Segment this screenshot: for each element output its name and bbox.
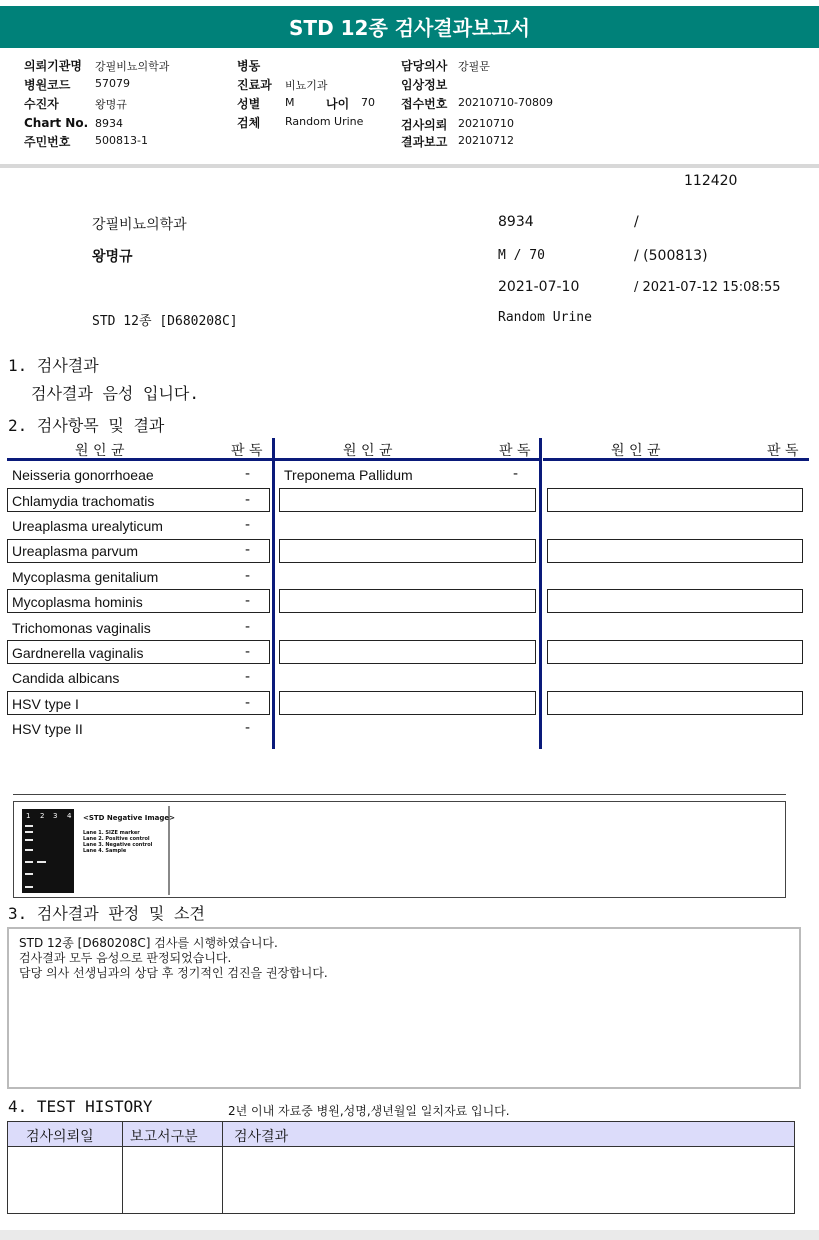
pathogen-name: Ureaplasma urealyticum [12,518,163,534]
opinion-line: 담당 의사 선생님과의 상담 후 정기적인 검진을 권장합니다. [19,966,328,980]
column-header-2 [275,440,540,461]
result-row-box [279,488,536,512]
value-department: 비뇨기과 [285,79,328,92]
footer-band [0,1230,819,1240]
section-2-title: 2. 검사항목 및 결과 [8,416,165,435]
result-row-box [547,589,803,613]
pathogen-name: Ureaplasma parvum [12,543,139,559]
gel-band [25,849,33,851]
pathogen-name: Trichomonas vaginalis [12,620,151,636]
gel-band [25,873,33,875]
label-patient: 수진자 [24,97,59,111]
gel-band [25,825,33,827]
pathogen-name: Candida albicans [12,670,120,686]
pathogen-name: Mycoplasma hominis [12,594,143,610]
lane-label: 2 [40,812,45,820]
label-report-date: 결과보고 [401,135,448,149]
section-3-title: 3. 검사결과 판정 및 소견 [8,904,205,923]
label-doctor: 담당의사 [401,59,448,73]
value-doctor: 강필문 [458,60,490,73]
gel-legend-line: Lane 2. Positive control [83,836,150,842]
label-request-date: 검사의뢰 [401,118,448,132]
gel-band [25,831,33,833]
opinion-line: STD 12종 [D680208C] 검사를 시행하였습니다. [19,936,278,950]
label-sex: 성별 [237,97,261,111]
history-table [7,1121,795,1214]
label-clinical-info: 임상정보 [401,78,448,92]
value-age: 70 [361,96,375,109]
received-date: 2021-07-10 [498,279,580,295]
result-row-box [547,539,803,563]
report-banner [0,6,819,48]
lane-label: 4 [67,812,72,820]
image-top-rule [13,794,786,795]
pathogen-name: Chlamydia trachomatis [12,493,155,509]
opinion-line: 검사결과 모두 음성으로 판정되었습니다. [19,951,232,965]
pathogen-result: - [245,695,251,711]
gel-electrophoresis-image [22,809,74,893]
report-title: STD 12종 검사결과보고서 [289,16,530,40]
gel-band [37,861,46,863]
lane-label: 3 [53,812,58,820]
header-verdict: 판 독 [499,443,531,459]
result-row-box [547,488,803,512]
pathogen-result: - [245,619,251,635]
section-1-text: 검사결과 음성 입니다. [31,384,200,403]
pathogen-result: - [245,593,251,609]
value-clinic: 강필비뇨의학과 [95,60,170,73]
header-verdict: 판 독 [767,443,799,459]
label-clinic: 의뢰기관명 [24,59,82,73]
birth-date: / (500813) [634,248,708,264]
opinion-box [7,927,801,1089]
section-1-title: 1. 검사결과 [8,356,99,375]
gel-band [25,861,33,863]
header-separator [0,164,819,168]
result-row-box [279,539,536,563]
pathogen-name: Treponema Pallidum [284,467,413,483]
label-hospital-code: 병원코드 [24,78,71,92]
column-divider [539,438,542,749]
pathogen-result: - [245,669,251,685]
label-chart-no: Chart No. [24,116,89,130]
pathogen-result: - [245,644,251,660]
value-hospital-code: 57079 [95,77,130,90]
label-specimen: 검체 [237,116,261,130]
value-report-date: 20210712 [458,134,514,147]
code-number: 112420 [684,173,738,189]
reported-datetime: / 2021-07-12 15:08:55 [634,280,781,295]
value-specimen: Random Urine [285,115,364,128]
slash-separator: / [634,214,639,230]
result-row-box [547,640,803,664]
label-department: 진료과 [237,78,272,92]
value-chart-no: 8934 [95,117,123,130]
header-pathogen: 원 인 균 [343,443,393,459]
lane-label: 1 [26,812,31,820]
section-4-title: 4. TEST HISTORY [8,1097,153,1116]
column-header-1 [7,440,272,461]
pathogen-name: HSV type II [12,721,83,737]
pathogen-result: - [245,466,251,482]
label-receipt-no: 접수번호 [401,97,448,111]
label-resident-no: 주민번호 [24,135,71,149]
pathogen-result: - [513,466,519,482]
pathogen-result: - [245,542,251,558]
gel-legend [78,806,176,895]
history-col-result: 검사결과 [234,1129,289,1145]
clinic-name: 강필비뇨의학과 [92,217,187,233]
label-age: 나이 [326,97,350,111]
pathogen-name: Gardnerella vaginalis [12,645,144,661]
pathogen-name: HSV type I [12,696,79,712]
specimen-type: Random Urine [498,310,592,325]
gel-band [25,839,33,841]
value-request-date: 20210710 [458,117,514,130]
column-divider [272,438,275,749]
value-resident-no: 500813-1 [95,134,148,147]
patient-name: 왕명규 [92,249,133,265]
gel-legend-line: Lane 4. Sample [83,848,127,854]
pathogen-name: Mycoplasma genitalium [12,569,159,585]
result-row-box [279,640,536,664]
label-ward: 병동 [237,59,261,73]
header-pathogen: 원 인 균 [75,443,125,459]
history-col-report-type: 보고서구분 [130,1129,198,1145]
chart-number: 8934 [498,214,534,230]
result-row-box [547,691,803,715]
header-pathogen: 원 인 균 [611,443,661,459]
history-col-request-date: 검사의뢰일 [26,1129,94,1145]
pathogen-result: - [245,492,251,508]
pathogen-result: - [245,720,251,736]
pathogen-result: - [245,568,251,584]
result-row-box [279,589,536,613]
gel-legend-line: Lane 3. Negative control [83,842,153,848]
value-patient: 왕명규 [95,98,127,111]
pathogen-name: Neisseria gonorrhoeae [12,467,154,483]
test-name: STD 12종 [D680208C] [92,314,238,329]
value-sex: M [285,96,295,109]
result-row-box [279,691,536,715]
gel-legend-line: Lane 1. SIZE marker [83,830,140,836]
gel-title: <STD Negative Image> [83,814,176,822]
column-header-3 [543,440,809,461]
header-verdict: 판 독 [231,443,263,459]
history-note: 2년 이내 자료중 병원,성명,생년월일 일치자료 입니다. [228,1104,510,1118]
pathogen-result: - [245,517,251,533]
value-receipt-no: 20210710-70809 [458,96,553,109]
sex-age: M / 70 [498,248,545,263]
gel-band [25,886,33,888]
